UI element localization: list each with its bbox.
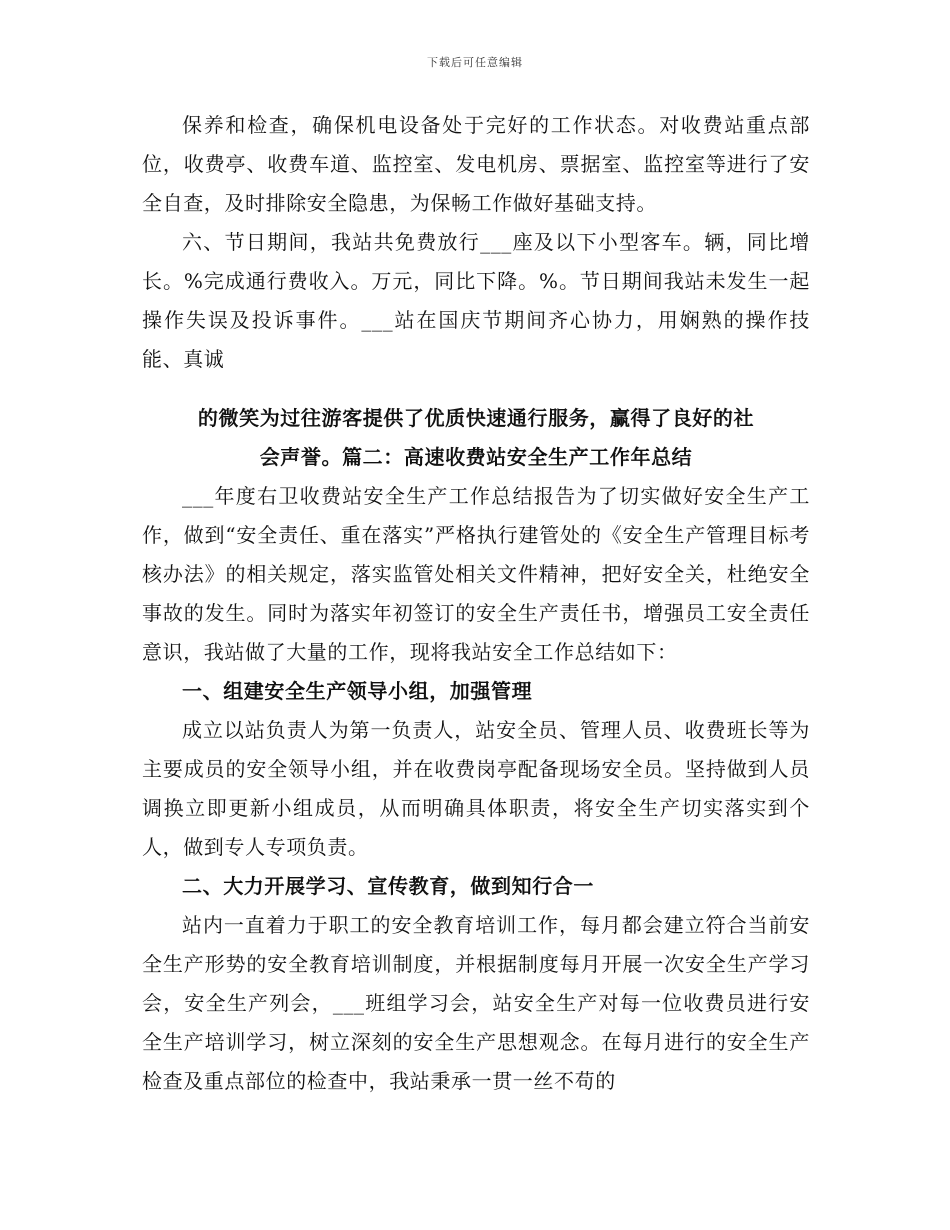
paragraph-leadership-group: 成立以站负责人为第一负责人，站安全员、管理人员、收费班长等为主要成员的安全领导小组，并在收费岗亭配备现场安全员。坚持做到人员调换立即更新小组成员，从而明确具体职责，将安全生产切实落实到个人，做到专人专项负责。 <box>142 718 810 859</box>
heading-leadership-group: 一、组建安全生产领导小组，加强管理 <box>182 679 533 703</box>
paragraph-education: 站内一直着力于职工的安全教育培训工作，每月都会建立符合当前安全生产形势的安全教育培训制度，并根据制度每月开展一次安全生产学习会，安全生产列会，___班组学习会，站安全生产对每一位收费员进行安全生产培训学习，树立深刻的安全生产思想观念。在每月进行的安全生产检查及重点部位的检查中，我站秉承一贯一丝不苟的 <box>142 913 810 1093</box>
heading-education: 二、大力开展学习、宣传教育，做到知行合一 <box>182 874 594 898</box>
section-title-line-2: 会声誉。篇二：高速收费站安全生产工作年总结 <box>259 445 693 469</box>
paragraph-annual-intro: ___年度右卫收费站安全生产工作总结报告为了切实做好安全生产工作，做到“安全责任、重在落实”严格执行建管处的《安全生产管理目标考核办法》的相关规定，落实监管处相关文件精神，把好安全关，杜绝安全事故的发生。同时为落实年初签订的安全生产责任书，增强员工安全责任意识，我站做了大量的工作，现将我站安全工作总结如下： <box>142 484 810 664</box>
header-note: 下载后可任意编辑 <box>427 56 523 69</box>
section-title <box>142 399 810 477</box>
document-body <box>142 106 810 1101</box>
paragraph-maintenance: 保养和检查，确保机电设备处于完好的工作状态。对收费站重点部位，收费亭、收费车道、监控室、发电机房、票据室、监控室等进行了安全自查，及时排除安全隐患，为保畅工作做好基础支持。 <box>142 113 810 215</box>
paragraph-holiday-summary: 六、节日期间，我站共免费放行___座及以下小型客车。辆，同比增长。%完成通行费收入。万元，同比下降。%。节日期间我站未发生一起操作失误及投诉事件。___站在国庆节期间齐心协力，用娴熟的操作技能、真诚 <box>142 230 810 371</box>
section-title-line-1: 的微笑为过往游客提供了优质快速通行服务，赢得了良好的社 <box>197 406 755 430</box>
